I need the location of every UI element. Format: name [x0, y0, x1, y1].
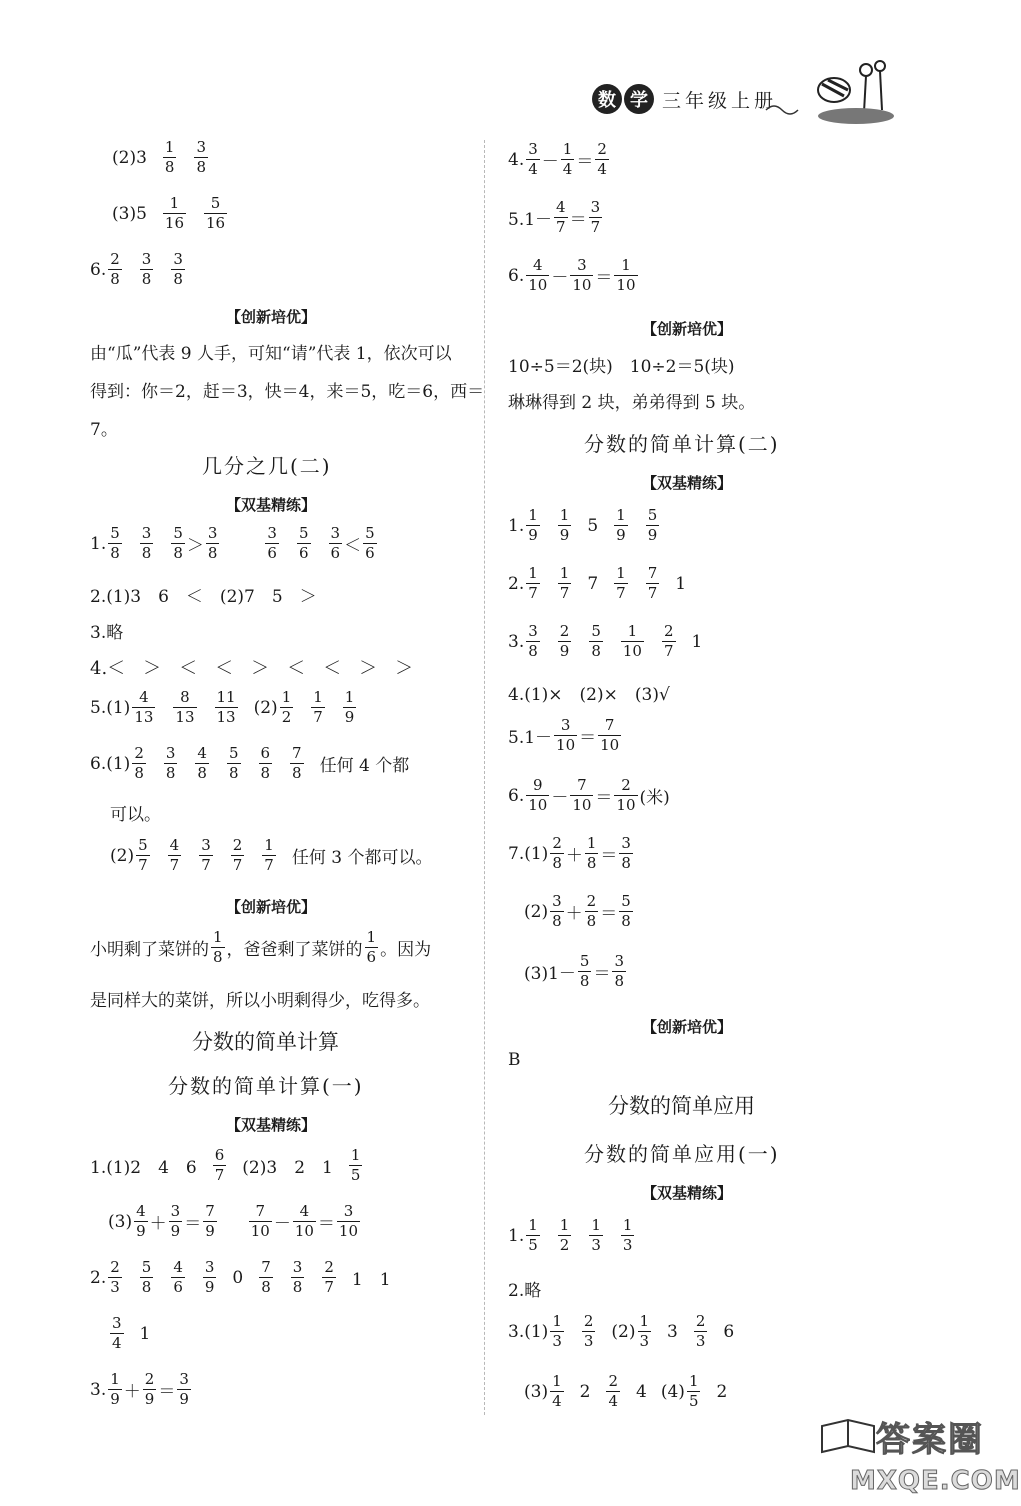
fraction: $\frac{1}{3}$ [552, 1312, 562, 1350]
fraction: $\frac{3}{10}$ [556, 716, 576, 754]
fraction: $\frac{5}{16}$ [206, 194, 226, 232]
text: (2) [611, 1321, 636, 1342]
fraction: $\frac{3}{9}$ [179, 1370, 189, 1408]
text: 1 1 [351, 1270, 391, 1290]
text: (2)3 [112, 147, 147, 168]
label-chuangxin-1: 【创新培优】 [226, 308, 317, 326]
fraction: $\frac{1}{8}$ [213, 928, 223, 966]
fraction: $\frac{4}{10}$ [528, 256, 548, 294]
fraction: $\frac{3}{8}$ [196, 138, 206, 176]
text: 7 [587, 573, 599, 594]
fraction: $\frac{1}{7}$ [528, 564, 538, 602]
fraction: $\frac{1}{8}$ [164, 138, 175, 176]
label-chuangxin-3: 【创新培优】 [642, 320, 733, 338]
fraction: $\frac{5}{8}$ [110, 524, 120, 562]
text: 任何 3 个都可以。 [291, 848, 433, 868]
fraction: $\frac{1}{3}$ [622, 1216, 633, 1254]
fraction: $\frac{5}{6}$ [298, 524, 309, 562]
fraction: $\frac{1}{6}$ [366, 928, 377, 966]
watermark-url: MXQE.COM [850, 1466, 1021, 1496]
fraction: $\frac{2}{9}$ [144, 1370, 155, 1408]
text: 4. [508, 149, 525, 170]
fraction: $\frac{2}{8}$ [552, 834, 562, 872]
right-a2: 2.略 [508, 1281, 542, 1301]
fraction: $\frac{7}{10}$ [250, 1202, 270, 1240]
text: 5.1－ [508, 210, 553, 230]
fraction: $\frac{1}{2}$ [559, 1216, 570, 1254]
watermark-text: 答案圈 [876, 1420, 984, 1460]
right-answer-b: B [508, 1050, 521, 1070]
fraction: $\frac{1}{4}$ [562, 140, 573, 178]
fraction: $\frac{5}{8}$ [591, 622, 601, 660]
fraction: $\frac{2}{3}$ [110, 1258, 120, 1296]
fraction: $\frac{5}{9}$ [647, 506, 658, 544]
fraction: $\frac{4}{6}$ [173, 1258, 183, 1296]
fraction: $\frac{3}{10}$ [338, 1202, 359, 1240]
text: 6. [508, 265, 525, 286]
left-row-r1 [112, 140, 210, 175]
text: 任何 4 个都 [319, 756, 410, 776]
left-c2 [90, 1260, 391, 1295]
text: ，爸爸剩了菜饼的 [226, 940, 363, 960]
left-q6 [90, 746, 409, 781]
text: 3. [508, 631, 525, 652]
page-header [592, 84, 777, 114]
bee-flower-decoration [800, 48, 900, 128]
fraction: $\frac{5}{8}$ [579, 952, 590, 990]
text: 2 [579, 1381, 591, 1402]
text: (3) [108, 1211, 133, 1232]
subject-badge-2: 学 [624, 84, 654, 114]
fraction: $\frac{7}{9}$ [205, 1202, 215, 1240]
fraction: $\frac{7}{10}$ [572, 776, 592, 814]
text: 1. [508, 515, 525, 536]
text: 4 [636, 1381, 647, 1402]
label-shuangji-1: 【双基精练】 [226, 496, 317, 514]
text: 2 [716, 1381, 728, 1402]
fraction: $\frac{3}{8}$ [292, 1258, 303, 1296]
subject-badge-1: 数 [592, 84, 622, 114]
right-s6: 6. $\frac{9}{10}$ － $\frac{7}{10}$ ＝ $\frac{2}{10}$ (米) [508, 776, 670, 814]
text: (3) [524, 1381, 549, 1402]
left-q6b [110, 838, 432, 873]
grade-label: 三年级上册 [662, 89, 778, 112]
paragraph-caibing [90, 930, 431, 965]
right-r4: 4. $\frac{3}{4}$ － $\frac{1}{4}$ ＝ $\frac{2}{4}$ [508, 140, 607, 178]
text: 6. [508, 785, 525, 806]
right-divide-line: 10÷5＝2(块) 10÷2＝5(块) [508, 357, 735, 377]
fraction: $\frac{3}{8}$ [621, 834, 631, 872]
section-simple-app: 分数的简单应用 [608, 1094, 755, 1118]
text: 5.1－ [508, 728, 553, 748]
fraction: $\frac{9}{10}$ [528, 776, 548, 814]
text: 7.(1) [508, 843, 549, 864]
fraction: $\frac{1}{9}$ [528, 506, 538, 544]
para-line: 由“瓜”代表 9 人手，可知“请”代表 1，依次可以 [90, 344, 452, 364]
text: 5.(1) [90, 697, 131, 718]
fraction: $\frac{4}{10}$ [294, 1202, 314, 1240]
text: 1 [675, 573, 687, 594]
text: 6 [723, 1321, 735, 1342]
fraction: $\frac{2}{8}$ [134, 744, 144, 782]
text: 2. [508, 573, 525, 594]
fraction: $\frac{8}{13}$ [175, 688, 195, 726]
right-s2 [508, 566, 686, 601]
fraction: $\frac{3}{10}$ [572, 256, 592, 294]
fraction: $\frac{2}{7}$ [324, 1258, 334, 1296]
fraction: $\frac{2}{8}$ [586, 892, 597, 930]
text: 0 [232, 1267, 244, 1288]
right-a3 [508, 1314, 734, 1349]
label-shuangji-3: 【双基精练】 [642, 474, 733, 492]
fraction: $\frac{1}{7}$ [559, 564, 570, 602]
fraction: $\frac{3}{8}$ [552, 892, 562, 930]
title-app1: 分数的简单应用(一) [584, 1142, 780, 1166]
fraction: $\frac{1}{9}$ [559, 506, 570, 544]
fraction: $\frac{2}{7}$ [663, 622, 674, 660]
right-s7b: (2) $\frac{3}{8}$ ＋ $\frac{2}{8}$ ＝ $\frac{5}{8}$ [524, 892, 631, 930]
fraction: $\frac{4}{7}$ [169, 836, 180, 874]
fraction: $\frac{3}{8}$ [614, 952, 624, 990]
fraction: $\frac{1}{16}$ [164, 194, 184, 232]
text: 1 [691, 631, 703, 652]
squiggle-decoration [764, 100, 804, 120]
fraction: $\frac{11}{13}$ [216, 688, 236, 726]
fraction: $\frac{1}{5}$ [528, 1216, 538, 1254]
fraction: $\frac{1}{9}$ [616, 506, 626, 544]
text: (米) [639, 788, 670, 808]
fraction: $\frac{2}{7}$ [232, 836, 243, 874]
label-chuangxin-4: 【创新培优】 [642, 1018, 733, 1036]
text: 6. [90, 259, 107, 280]
text: 1. [90, 533, 107, 554]
fraction: $\frac{3}{4}$ [112, 1314, 122, 1352]
fraction: $\frac{3}{6}$ [330, 524, 341, 562]
text: (2)3 2 1 [242, 1158, 333, 1178]
text: (2) [524, 901, 549, 922]
fraction: $\frac{2}{10}$ [616, 776, 636, 814]
text: (3)1－ [524, 964, 576, 984]
right-a3b [524, 1374, 727, 1409]
right-linlin-line: 琳琳得到 2 块，弟弟得到 5 块。 [508, 393, 756, 413]
fraction: $\frac{1}{5}$ [350, 1146, 361, 1184]
fraction: $\frac{5}{8}$ [621, 892, 631, 930]
right-s7c: (3)1－ $\frac{5}{8}$ ＝ $\frac{3}{8}$ [524, 952, 624, 990]
label-shuangji-4: 【双基精练】 [642, 1184, 733, 1202]
fraction: $\frac{3}{8}$ [173, 250, 183, 288]
fraction: $\frac{1}{10}$ [622, 622, 642, 660]
fraction: $\frac{4}{13}$ [134, 688, 154, 726]
fraction: $\frac{6}{8}$ [260, 744, 271, 782]
text: 1 [139, 1323, 151, 1344]
paragraph-gua [90, 335, 484, 449]
fraction: $\frac{3}{6}$ [267, 524, 277, 562]
para-line: 7。 [90, 420, 118, 440]
text: 6.(1) [90, 753, 131, 774]
text: 2. [90, 1267, 107, 1288]
fraction: $\frac{3}{8}$ [165, 744, 176, 782]
fraction: $\frac{5}{8}$ [173, 524, 183, 562]
fraction: $\frac{2}{3}$ [583, 1312, 594, 1350]
left-q6-cont: 可以。 [110, 805, 161, 825]
fraction: $\frac{1}{3}$ [639, 1312, 650, 1350]
fraction: $\frac{1}{8}$ [586, 834, 597, 872]
fraction: $\frac{3}{7}$ [201, 836, 211, 874]
title-calc1: 分数的简单计算(一) [168, 1074, 364, 1098]
right-s7: 7.(1) $\frac{2}{8}$ ＋ $\frac{1}{8}$ ＝ $\frac{3}{8}$ [508, 834, 631, 872]
section-simple-calc: 分数的简单计算 [192, 1030, 339, 1054]
fraction: $\frac{4}{9}$ [136, 1202, 146, 1240]
label-chuangxin-2: 【创新培优】 [226, 898, 317, 916]
fraction: $\frac{4}{8}$ [197, 744, 207, 782]
fraction: $\frac{1}{7}$ [616, 564, 626, 602]
text: 小明剩了菜饼的 [90, 940, 209, 960]
text: 5 [587, 515, 599, 536]
fraction: $\frac{5}{7}$ [138, 836, 148, 874]
text: 1.(1)2 4 6 [90, 1158, 197, 1178]
fraction: $\frac{1}{10}$ [616, 256, 636, 294]
left-q5 [90, 690, 358, 725]
left-q2: 2.(1)3 6 ＜ (2)7 5 ＞ [90, 587, 317, 607]
fraction: $\frac{3}{7}$ [590, 198, 601, 236]
text: (2) [110, 845, 135, 866]
fraction: $\frac{2}{4}$ [608, 1372, 619, 1410]
fraction: $\frac{5}{8}$ [228, 744, 239, 782]
fraction: $\frac{3}{9}$ [170, 1202, 181, 1240]
fraction: $\frac{5}{6}$ [365, 524, 375, 562]
fraction: $\frac{1}{2}$ [281, 688, 292, 726]
fraction: $\frac{1}{3}$ [591, 1216, 601, 1254]
fraction: $\frac{6}{7}$ [214, 1146, 225, 1184]
text: 。因为 [380, 940, 432, 960]
fraction: $\frac{1}{9}$ [344, 688, 355, 726]
fraction: $\frac{1}{9}$ [110, 1370, 120, 1408]
fraction: $\frac{3}{4}$ [528, 140, 538, 178]
fraction: $\frac{7}{8}$ [261, 1258, 271, 1296]
fraction: $\frac{2}{4}$ [597, 140, 607, 178]
left-c2b [108, 1316, 150, 1351]
left-c1 [90, 1148, 364, 1183]
right-r6: 6. $\frac{4}{10}$ － $\frac{3}{10}$ ＝ $\frac{1}{10}$ [508, 256, 636, 294]
right-s5: 5.1－ $\frac{3}{10}$ ＝ $\frac{7}{10}$ [508, 716, 620, 754]
paragraph-caibing-line2: 是同样大的菜饼，所以小明剩得少，吃得多。 [90, 991, 430, 1011]
fraction: $\frac{5}{8}$ [141, 1258, 152, 1296]
fraction: $\frac{4}{7}$ [556, 198, 566, 236]
text: (4) [660, 1381, 685, 1402]
right-r5: 5.1－ $\frac{4}{7}$ ＝ $\frac{3}{7}$ [508, 198, 601, 236]
fraction: $\frac{1}{7}$ [264, 836, 274, 874]
right-s4: 4.(1)× (2)× (3)√ [508, 685, 670, 705]
book-icon [818, 1418, 878, 1458]
text: 3. [90, 1379, 107, 1400]
fraction: $\frac{7}{7}$ [647, 564, 658, 602]
fraction: $\frac{2}{9}$ [559, 622, 570, 660]
column-divider [484, 140, 485, 1415]
para-line: 得到：你＝2，赶＝3，快＝4，来＝5，吃＝6，西＝ [90, 382, 485, 402]
left-row-r3 [90, 252, 187, 287]
right-s3 [508, 624, 702, 659]
right-s1 [508, 508, 661, 543]
left-q3: 3.略 [90, 623, 124, 643]
left-c3: 3. $\frac{1}{9}$ ＋ $\frac{2}{9}$ ＝ $\frac{3}{9}$ [90, 1370, 189, 1408]
title-jifen2: 几分之几(二) [202, 454, 332, 478]
text: 3 [667, 1321, 678, 1342]
text: 3.(1) [508, 1321, 549, 1342]
fraction: $\frac{3}{8}$ [141, 250, 152, 288]
fraction: $\frac{7}{10}$ [600, 716, 620, 754]
left-q4: 4.＜ ＞ ＜ ＜ ＞ ＜ ＜ ＞ ＞ [90, 658, 414, 679]
text: 1. [508, 1225, 525, 1246]
left-q1: 1. $\frac{5}{8}$ $\frac{3}{8}$ $\frac{5}{8}$ ＞ $\frac{3}{8}$ $\frac{3}{6}$ $\frac{5}{6}$ $\frac{3}{6}$ ＜ $\frac{5}{6}$ [90, 524, 375, 562]
title-calc2: 分数的简单计算(二) [584, 432, 780, 456]
fraction: $\frac{1}{4}$ [552, 1372, 562, 1410]
fraction: $\frac{3}{9}$ [204, 1258, 215, 1296]
right-a1 [508, 1218, 636, 1253]
left-row-r2 [112, 196, 229, 231]
fraction: $\frac{3}{8}$ [141, 524, 152, 562]
text: (3)5 [112, 203, 147, 224]
label-shuangji-2: 【双基精练】 [226, 1116, 317, 1134]
fraction: $\frac{7}{8}$ [292, 744, 302, 782]
fraction: $\frac{3}{8}$ [528, 622, 538, 660]
fraction: $\frac{3}{8}$ [207, 524, 218, 562]
left-c1b: (3) $\frac{4}{9}$ ＋ $\frac{3}{9}$ ＝ $\frac{7}{9}$ $\frac{7}{10}$ － $\frac{4}{10}$ ＝ $\frac{3}{10}$ [108, 1202, 359, 1240]
fraction: $\frac{2}{3}$ [695, 1312, 706, 1350]
fraction: $\frac{1}{7}$ [313, 688, 323, 726]
text: (2) [253, 697, 278, 718]
fraction: $\frac{1}{5}$ [688, 1372, 699, 1410]
fraction: $\frac{2}{8}$ [110, 250, 120, 288]
